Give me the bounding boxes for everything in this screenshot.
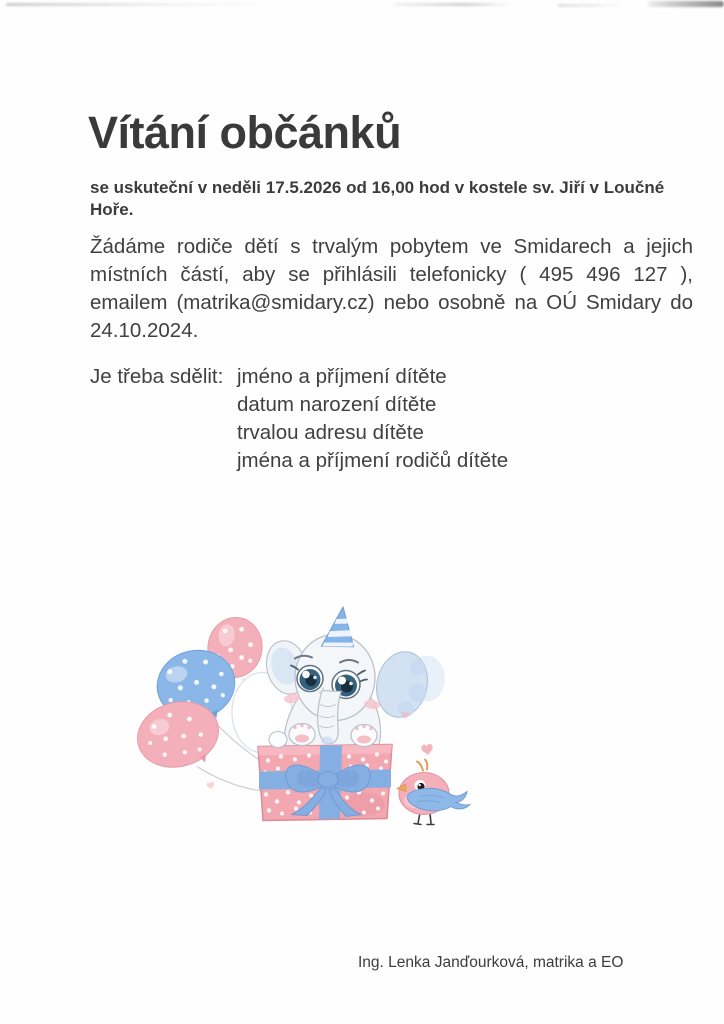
scan-artifact	[393, 3, 511, 6]
elephant-illustration	[135, 593, 480, 851]
document-title: Vítání občánků	[88, 107, 402, 158]
scan-artifact	[558, 4, 626, 7]
elephant-trunk	[318, 691, 341, 745]
requirements-label: Je třeba sdělit:	[90, 365, 224, 388]
scan-artifact	[6, 3, 274, 6]
requirement-item: jméno a příjmení dítěte	[237, 365, 447, 388]
requirement-item: trvalou adresu dítěte	[237, 421, 424, 444]
requirement-item: datum narození dítěte	[237, 393, 437, 416]
gift-box	[258, 745, 392, 821]
body-paragraph: Žádáme rodiče dětí s trvalým pobytem ve Smidarech a jejich místních částí, aby se přihlásili telefonicky ( 495 496 127 ), emailem (matrika@smidary.cz) nebo osobně na OÚ Smidary do 24.10.2024.	[90, 235, 693, 342]
event-subtitle: se uskuteční v neděli 17.5.2026 od 16,00 hod v kostele sv. Jiří v Loučné Hoře.	[90, 178, 665, 219]
bird	[397, 760, 470, 825]
party-hat	[321, 605, 359, 651]
requirement-item: jména a příjmení rodičů dítěte	[237, 449, 509, 472]
scan-artifact	[648, 1, 724, 7]
requirements-list	[90, 363, 508, 475]
requirements-items	[237, 363, 508, 475]
signature-line: Ing. Lenka Janďourková, matrika a EO	[358, 954, 624, 971]
